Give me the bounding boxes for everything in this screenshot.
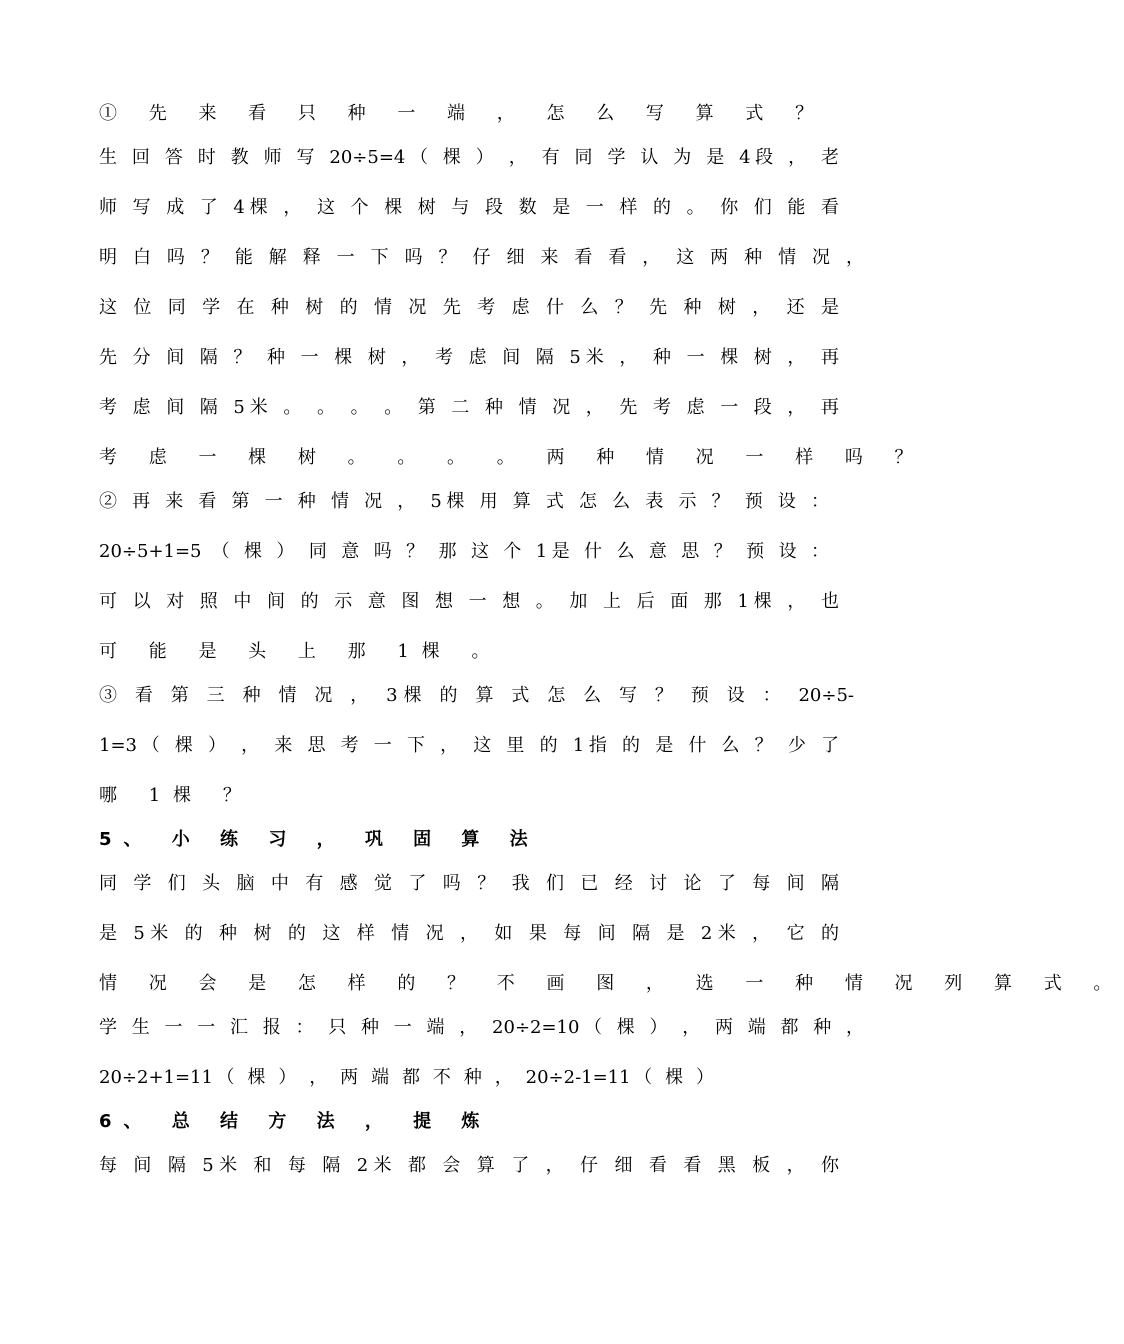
paragraph-line: 先 分 间 隔 ？ 种 一 棵 树 ， 考 虑 间 隔 5米 ， 种 一 棵 树 ， 再: [99, 347, 839, 368]
paragraph-line: 情 况 会 是 怎 样 的 ？ 不 画 图 ， 选 一 种 情 况 列 算 式 。: [99, 973, 1124, 994]
paragraph-line: 是 5米 的 种 树 的 这 样 情 况 ， 如 果 每 间 隔 是 2米 ， 它 的: [99, 923, 839, 944]
paragraph-line: 考 虑 一 棵 树 。 。 。 。 两 种 情 况 一 样 吗 ？: [99, 447, 926, 468]
paragraph-line: 可 能 是 头 上 那 1棵 。: [99, 641, 503, 662]
paragraph-line: 考 虑 间 隔 5米 。 。 。 。 第 二 种 情 况 ， 先 考 虑 一 段 ， 再: [99, 397, 839, 418]
paragraph-line: 生 回 答 时 教 师 写 20÷5=4（ 棵 ） ， 有 同 学 认 为 是 4段 ， 老: [99, 147, 839, 168]
paragraph-line: 哪 1棵 ？: [99, 785, 254, 806]
paragraph-line: 可 以 对 照 中 间 的 示 意 图 想 一 想 。 加 上 后 面 那 1棵 ， 也: [99, 591, 839, 612]
section-heading: 5、 小 练 习 ， 巩 固 算 法: [99, 829, 540, 850]
paragraph-line: 每 间 隔 5米 和 每 隔 2米 都 会 算 了 ， 仔 细 看 看 黑 板 ， 你: [99, 1155, 839, 1176]
paragraph-line: 师 写 成 了 4棵 ， 这 个 棵 树 与 段 数 是 一 样 的 。 你 们 能 看: [99, 197, 839, 218]
section-heading: 6、 总 结 方 法 ， 提 炼: [99, 1111, 492, 1132]
paragraph-line: 学 生 一 一 汇 报 ： 只 种 一 端 ， 20÷2=10（ 棵 ） ， 两 端 都 种 ，: [99, 1017, 864, 1038]
paragraph-line: 这 位 同 学 在 种 树 的 情 况 先 考 虑 什 么 ？ 先 种 树 ， 还 是: [99, 297, 839, 318]
paragraph-line: ③ 看 第 三 种 情 况 ， 3棵 的 算 式 怎 么 写 ？ 预 设 ： 20÷5-: [99, 685, 854, 706]
paragraph-line: 1=3（ 棵 ） ， 来 思 考 一 下 ， 这 里 的 1指 的 是 什 么 ？ 少 了: [99, 735, 839, 756]
paragraph-line: ② 再 来 看 第 一 种 情 况 ， 5棵 用 算 式 怎 么 表 示 ？ 预 设 ：: [99, 491, 829, 512]
paragraph-line: 20÷5+1=5 （ 棵 ） 同 意 吗 ？ 那 这 个 1是 什 么 意 思 ？ 预 设 ：: [99, 541, 829, 562]
paragraph-line: 同 学 们 头 脑 中 有 感 觉 了 吗 ？ 我 们 已 经 讨 论 了 每 间 隔: [99, 873, 839, 894]
paragraph-line: 20÷2+1=11（ 棵 ） ， 两 端 都 不 种 ， 20÷2-1=11（ 棵 ）: [99, 1067, 714, 1088]
paragraph-line: ① 先 来 看 只 种 一 端 ， 怎 么 写 算 式 ？: [99, 103, 827, 124]
paragraph-line: 明 白 吗 ？ 能 解 释 一 下 吗 ？ 仔 细 来 看 看 ， 这 两 种 情 况 ，: [99, 247, 864, 268]
